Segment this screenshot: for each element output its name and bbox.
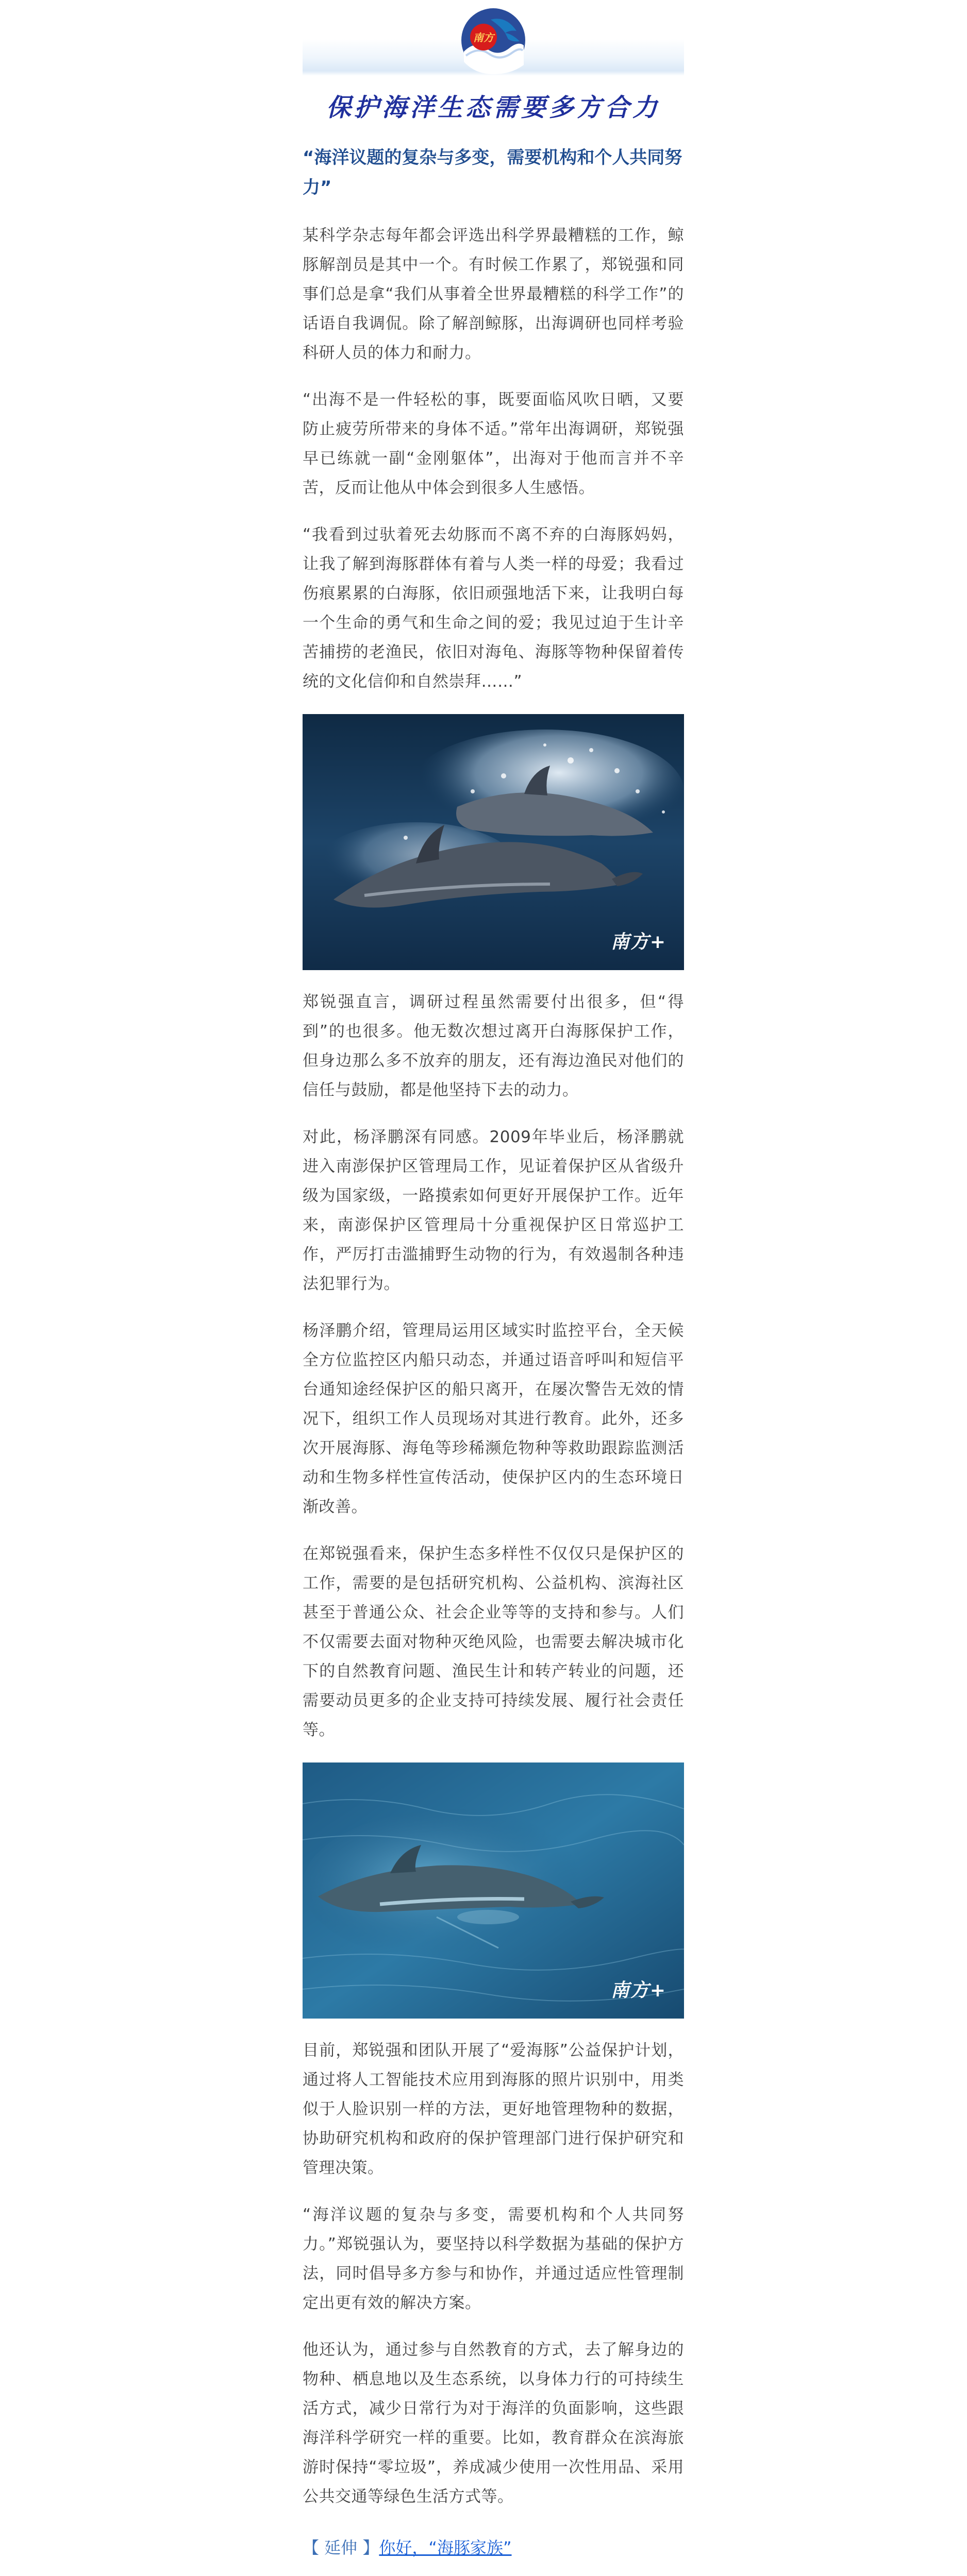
article — [303, 0, 684, 2576]
reporter-line — [303, 2573, 684, 2576]
paragraph-1: 某科学杂志每年都会评选出科学界最糟糕的工作，鲸豚解剖员是其中一个。有时候工作累了，郑锐强和同事们总是拿“我们从事着全世界最糟糕的科学工作”的话语自我调侃。除了解剖鲸豚，出海调研也同样考验科研人员的体力和耐力。 — [303, 226, 684, 362]
watermark: 南方+ — [610, 1980, 666, 2001]
paragraph-2: “出海不是一件轻松的事，既要面临风吹日晒，又要防止疲劳所带来的身体不适。”常年出海调研，郑锐强早已练就一副“金刚躯体”，出海对于他而言并不辛苦，反而让他从中体会到很多人生感悟。 — [303, 391, 684, 497]
logo-text: 南方 — [473, 31, 494, 44]
extend-line — [303, 2532, 684, 2563]
dolphin-photo-1 — [303, 714, 684, 970]
paragraph-3: “我看到过驮着死去幼豚而不离不弃的白海豚妈妈，让我了解到海豚群体有着与人类一样的母爱；我看过伤痕累累的白海豚，依旧顽强地活下来，让我明白每一个生命的勇气和生命之间的爱；我见过迫于生计辛苦捕捞的老渔民，依旧对海龟、海豚等物种保留着传统的文化信仰和自然崇拜……” — [303, 526, 684, 691]
dolphin-photo-2 — [303, 1762, 684, 2019]
paragraph-10: 他还认为，通过参与自然教育的方式，去了解身边的物种、栖息地以及生态系统，以身体力行的可持续生活方式，减少日常行为对于海洋的负面影响，这些跟海洋科学研究一样的重要。比如，教育群众在滨海旅游时保持“零垃圾”，养成减少使用一次性用品、采用公共交通等绿色生活方式等。 — [303, 2341, 684, 2506]
dolphin-logo-icon — [455, 4, 532, 76]
lead-quote: “海洋议题的复杂与多变，需要机构和个人共同努力” — [303, 147, 682, 198]
paragraph-4: 郑锐强直言，调研过程虽然需要付出很多，但“得到”的也很多。他无数次想过离开白海豚保护工作，但身边那么多不放弃的朋友，还有海边渔民对他们的信任与鼓励，都是他坚持下去的动力。 — [303, 993, 684, 1099]
paragraph-8: 目前，郑锐强和团队开展了“爱海豚”公益保护计划，通过将人工智能技术应用到海豚的照片识别中，用类似于人脸识别一样的方法，更好地管理物种的数据，协助研究机构和政府的保护管理部门进行保护研究和管理决策。 — [303, 2041, 684, 2177]
extend-tag: 【 延伸 】 — [303, 2538, 379, 2557]
page-title: 保护海洋生态需要多方合力 — [326, 93, 660, 122]
header-banner — [303, 0, 684, 122]
watermark: 南方+ — [610, 931, 666, 953]
paragraph-7: 在郑锐强看来，保护生态多样性不仅仅只是保护区的工作，需要的是包括研究机构、公益机构、滨海社区甚至于普通公众、社会企业等等的支持和参与。人们不仅需要去面对物种灭绝风险，也需要去解决城市化下的自然教育问题、渔民生计和转产转业的问题，还需要动员更多的企业支持可持续发展、履行社会责任等。 — [303, 1545, 684, 1739]
paragraph-9: “海洋议题的复杂与多变，需要机构和个人共同努力。”郑锐强认为，要坚持以科学数据为基础的保护方法，同时倡导多方参与和协作，并通过适应性管理制定出更有效的解决方案。 — [303, 2206, 684, 2312]
paragraph-5: 对此，杨泽鹏深有同感。2009年毕业后，杨泽鹏就进入南澎保护区管理局工作，见证着保护区从省级升级为国家级，一路摸索如何更好开展保护工作。近年来，南澎保护区管理局十分重视保护区日常巡护工作，严厉打击滥捕野生动物的行为，有效遏制各种违法犯罪行为。 — [303, 1128, 684, 1293]
extend-link[interactable]: 你好，“海豚家族” — [379, 2538, 512, 2557]
paragraph-6: 杨泽鹏介绍，管理局运用区域实时监控平台，全天候全方位监控区内船只动态，并通过语音呼叫和短信平台通知途经保护区的船只离开，在屡次警告无效的情况下，组织工作人员现场对其进行教育。此外，还多次开展海豚、海龟等珍稀濒危物种等救助跟踪监测活动和生物多样性宣传活动，使保护区内的生态环境日渐改善。 — [303, 1321, 684, 1516]
